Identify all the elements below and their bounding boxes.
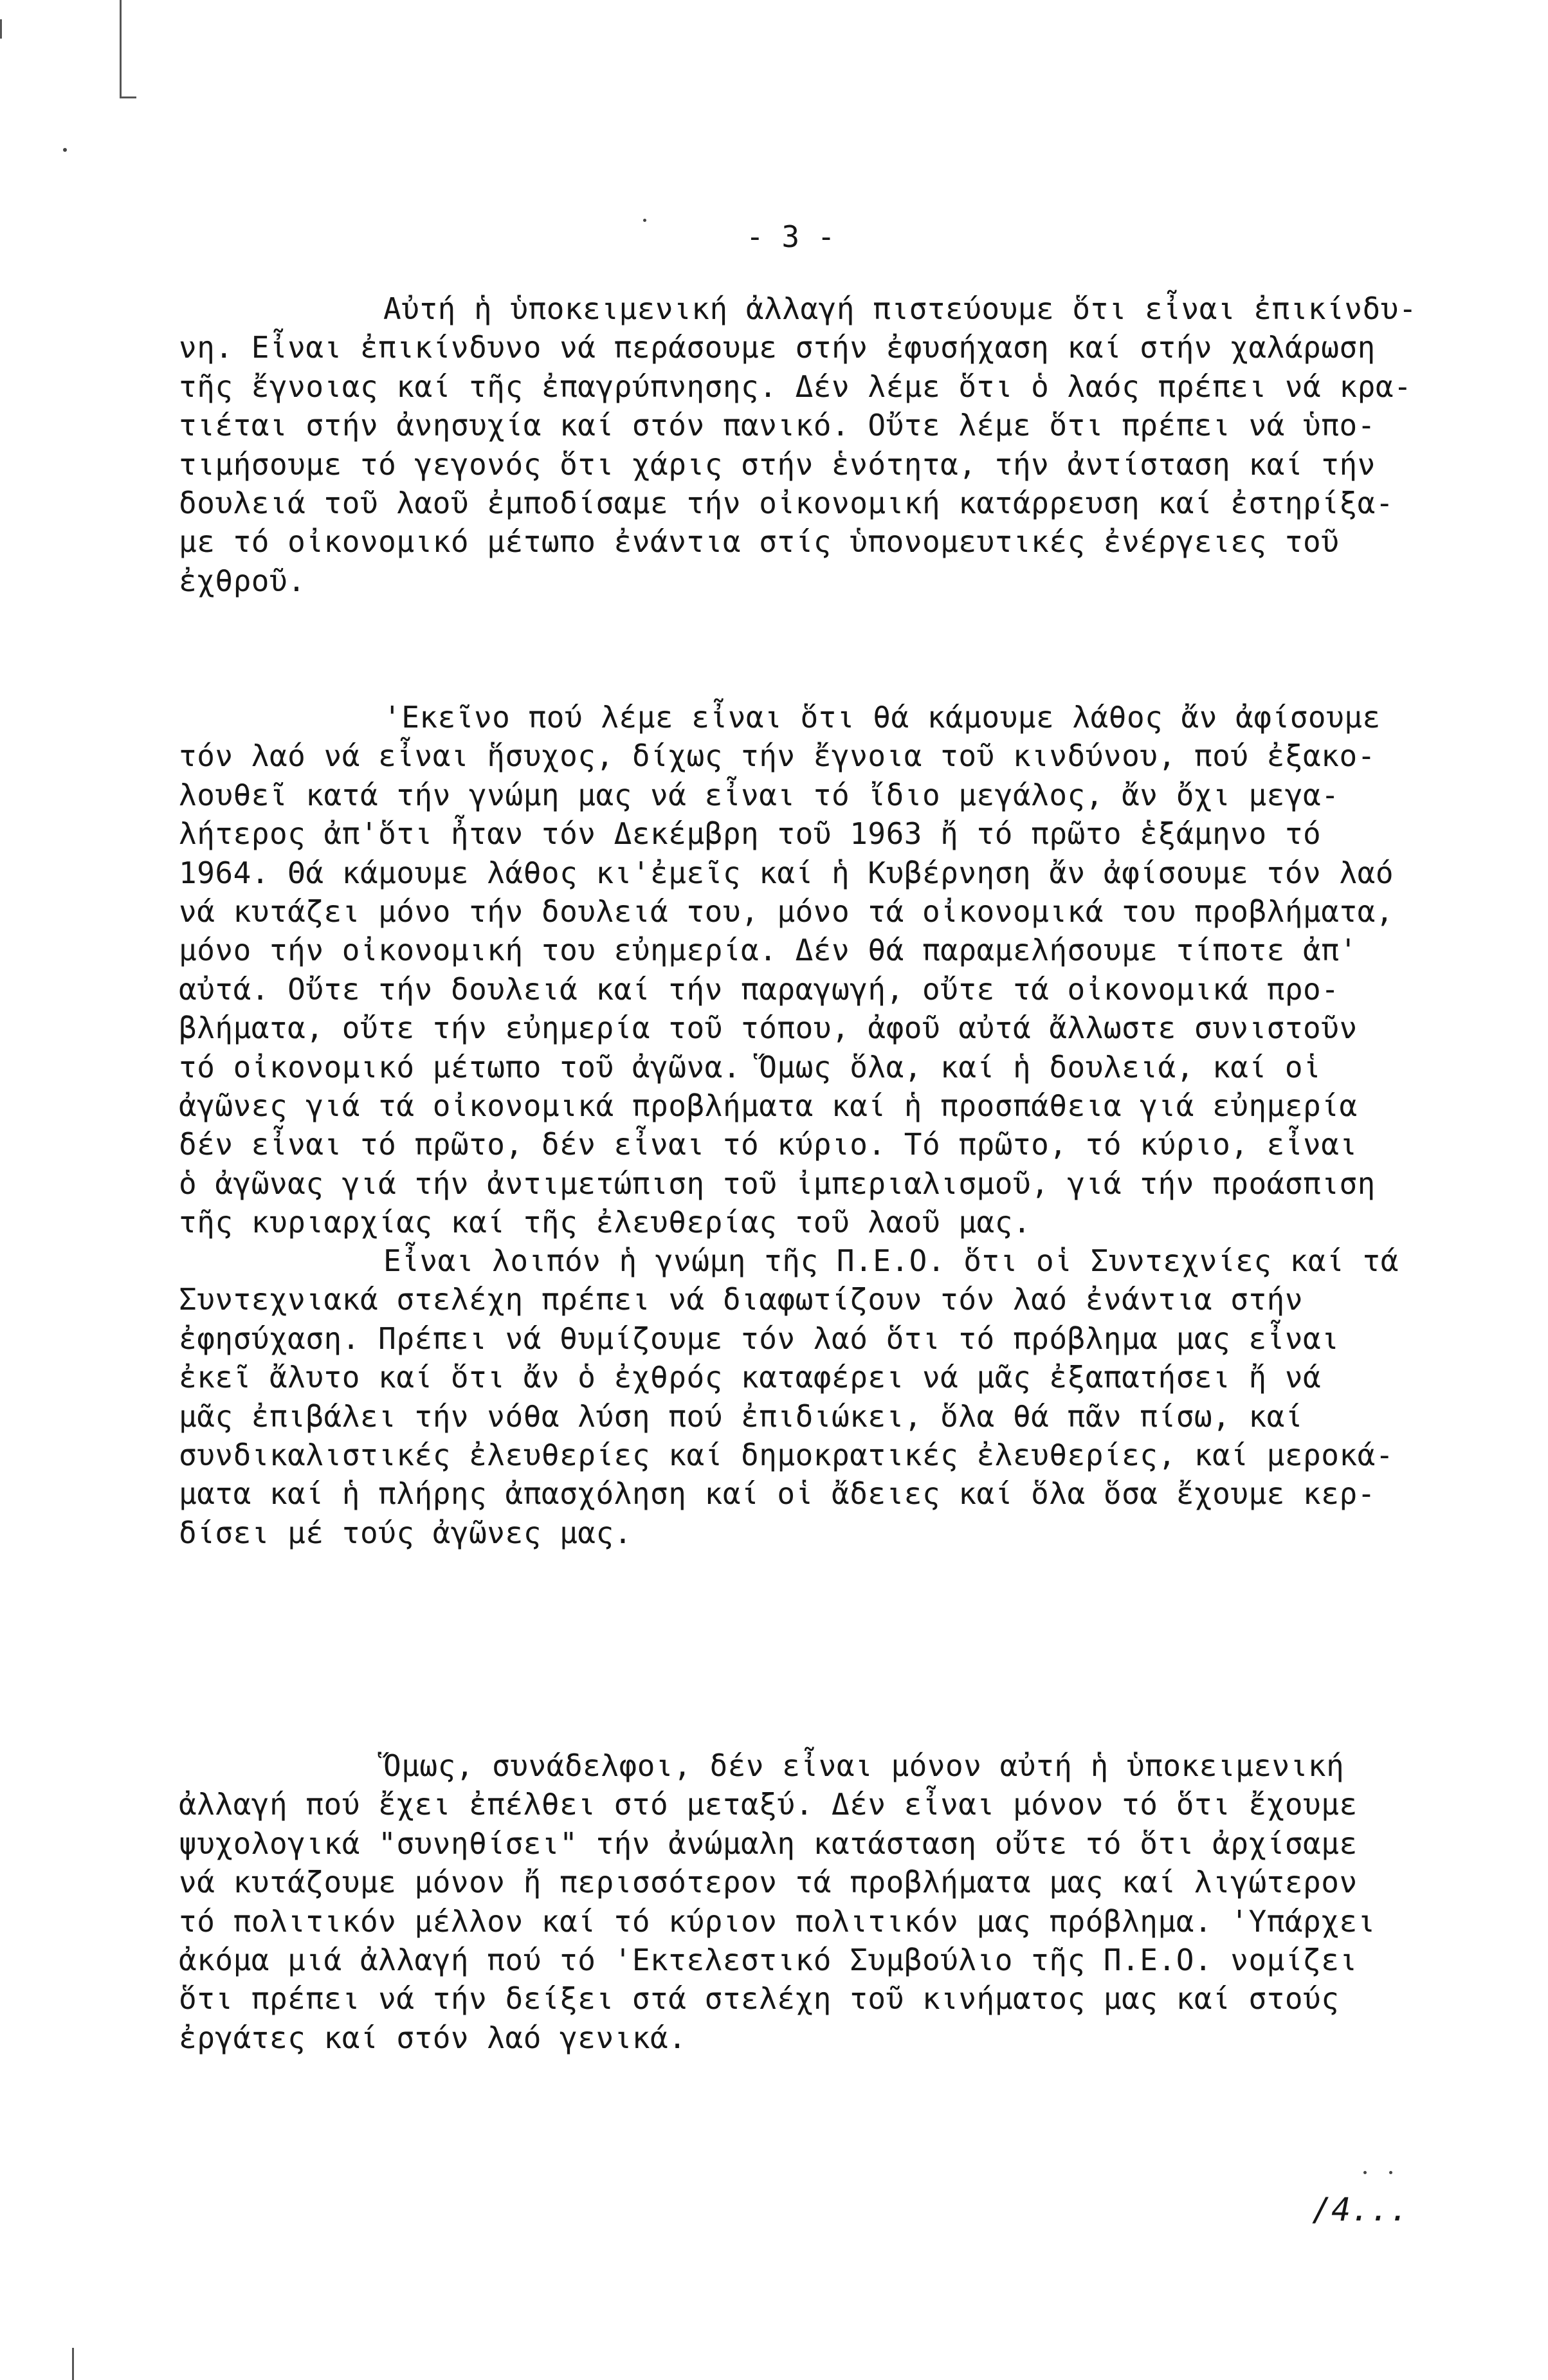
text-line: λήτερος ἀπ'ὅτι ἦταν τόν Δεκέμβρη τοῦ 1963 ἤ τό πρῶτο ἑξάμηνο τό (179, 816, 1322, 851)
text-line: ὁ ἀγῶνας γιά τήν ἀντιμετώπιση τοῦ ἰμπεριαλισμοῦ, γιά τήν προάσπιση (179, 1166, 1376, 1201)
scan-speck (63, 148, 67, 152)
text-line: 1964. Θά κάμουμε λάθος κι'ἐμεῖς καί ἡ Κυβέρνηση ἄν ἀφίσουμε τόν λαό (179, 856, 1394, 890)
scan-speck (1363, 2171, 1367, 2174)
text-line: ἀλλαγή πού ἔχει ἐπέλθει στό μεταξύ. Δέν εἶναι μόνον τό ὅτι ἔχουμε (179, 1787, 1358, 1822)
text-line: τό οἰκονομικό μέτωπο τοῦ ἀγῶνα. Ὅμως ὅλα, καί ἡ δουλειά, καί οἱ (179, 1050, 1322, 1085)
continuation-marker: /4... (1312, 2191, 1409, 2228)
text-line: βλήματα, οὔτε τήν εὐημερία τοῦ τόπου, ἀφοῦ αὐτά ἄλλωστε συνιστοῦν (179, 1011, 1358, 1045)
text-line: νά κυτάζει μόνο τήν δουλειά του, μόνο τά οἰκονομικά του προβλήματα, (179, 894, 1394, 929)
text-line: δουλειά τοῦ λαοῦ ἐμποδίσαμε τήν οἰκονομική κατάρρευση καί ἐστηρίξα- (179, 486, 1394, 520)
text-line: τό πολιτικόν μέλλον καί τό κύριον πολιτικόν μας πρόβλημα. 'Υπάρχει (179, 1904, 1376, 1939)
text-line: νη. Εἶναι ἐπικίνδυνο νά περάσουμε στήν ἐφυσήχαση καί στήν χαλάρωση (179, 330, 1376, 365)
text-line: τῆς ἔγνοιας καί τῆς ἐπαγρύπνησης. Δέν λέμε ὅτι ὁ λαός πρέπει νά κρα- (179, 369, 1412, 404)
text-line: Συντεχνιακά στελέχη πρέπει νά διαφωτίζουν τόν λαό ἐνάντια στήν (179, 1282, 1304, 1317)
scan-edge-mark (120, 0, 122, 96)
text-line: ἐχθροῦ. (179, 563, 306, 598)
scan-edge-mark (120, 96, 136, 98)
text-line: τιέται στήν ἀνησυχία καί στόν πανικό. Οὔτε λέμε ὅτι πρέπει νά ὑπο- (179, 408, 1376, 443)
text-line: ψυχολογικά "συνηθίσει" τήν ἀνώμαλη κατάσταση οὔτε τό ὅτι ἀρχίσαμε (179, 1826, 1358, 1861)
text-line: μᾶς ἐπιβάλει τήν νόθα λύση πού ἐπιδιώκει, ὅλα θά πᾶν πίσω, καί (179, 1399, 1304, 1434)
scan-edge-mark (0, 19, 2, 39)
scan-edge-mark (72, 2348, 74, 2380)
text-line: μόνο τήν οἰκονομική του εὐημερία. Δέν θά παραμελήσουμε τίποτε ἀπ' (179, 933, 1358, 967)
text-line: 'Εκεῖνο πού λέμε εἶναι ὅτι θά κάμουμε λάθος ἄν ἀφίσουμε (383, 700, 1381, 735)
scan-speck (1389, 2171, 1392, 2174)
text-line: ἀγῶνες γιά τά οἰκονομικά προβλήματα καί ἡ προσπάθεια γιά εὐημερία (179, 1088, 1358, 1123)
text-line: τῆς κυριαρχίας καί τῆς ἐλευθερίας τοῦ λαοῦ μας. (179, 1205, 1032, 1240)
scan-speck (643, 219, 646, 222)
text-line: ὅτι πρέπει νά τήν δείξει στά στελέχη τοῦ κινήματος μας καί στούς (179, 1981, 1340, 2016)
text-line: συνδικαλιστικές ἐλευθερίες καί δημοκρατικές ἐλευθερίες, καί μεροκά- (179, 1438, 1394, 1472)
text-line: Εἶναι λοιπόν ἡ γνώμη τῆς Π.Ε.Ο. ὅτι οἱ Συντεχνίες καί τά (383, 1243, 1399, 1278)
text-line: ἐφησύχαση. Πρέπει νά θυμίζουμε τόν λαό ὅτι τό πρόβλημα μας εἶναι (179, 1321, 1340, 1356)
text-line: τιμήσουμε τό γεγονός ὅτι χάρις στήν ἑνότητα, τήν ἀντίσταση καί τήν (179, 447, 1376, 482)
text-line: λουθεῖ κατά τήν γνώμη μας νά εἶναι τό ἴδιο μεγάλος, ἄν ὄχι μεγα- (179, 778, 1340, 812)
text-line: αὐτά. Οὔτε τήν δουλειά καί τήν παραγωγή, οὔτε τά οἰκονομικά προ- (179, 972, 1340, 1007)
text-line: δίσει μέ τούς ἀγῶνες μας. (179, 1515, 632, 1550)
text-line: τόν λαό νά εἶναι ἥσυχος, δίχως τήν ἔγνοια τοῦ κινδύνου, πού ἐξακο- (179, 738, 1376, 773)
text-line: ἀκόμα μιά ἀλλαγή πού τό 'Εκτελεστικό Συμβούλιο τῆς Π.Ε.Ο. νομίζει (179, 1943, 1358, 1977)
text-line: ματα καί ἡ πλήρης ἀπασχόληση καί οἱ ἄδειες καί ὅλα ὅσα ἔχουμε κερ- (179, 1476, 1376, 1511)
text-line: ἐργάτες καί στόν λαό γενικά. (179, 2020, 687, 2055)
text-line: Ὅμως, συνάδελφοι, δέν εἶναι μόνον αὐτή ἡ ὑποκειμενική (383, 1748, 1345, 1783)
text-line: ἐκεῖ ἄλυτο καί ὅτι ἄν ὁ ἐχθρός καταφέρει νά μᾶς ἐξαπατήσει ἤ νά (179, 1360, 1322, 1395)
page-number: - 3 - (746, 219, 835, 254)
text-line: δέν εἶναι τό πρῶτο, δέν εἶναι τό κύριο. Τό πρῶτο, τό κύριο, εἶναι (179, 1127, 1358, 1162)
text-line: νά κυτάζουμε μόνον ἤ περισσότερον τά προβλήματα μας καί λιγώτερον (179, 1865, 1358, 1899)
text-line: Αὐτή ἡ ὑποκειμενική ἀλλαγή πιστεύουμε ὅτι εἶναι ἐπικίνδυ- (383, 291, 1417, 326)
text-line: με τό οἰκονομικό μέτωπο ἐνάντια στίς ὑπονομευτικές ἐνέργειες τοῦ (179, 524, 1340, 559)
